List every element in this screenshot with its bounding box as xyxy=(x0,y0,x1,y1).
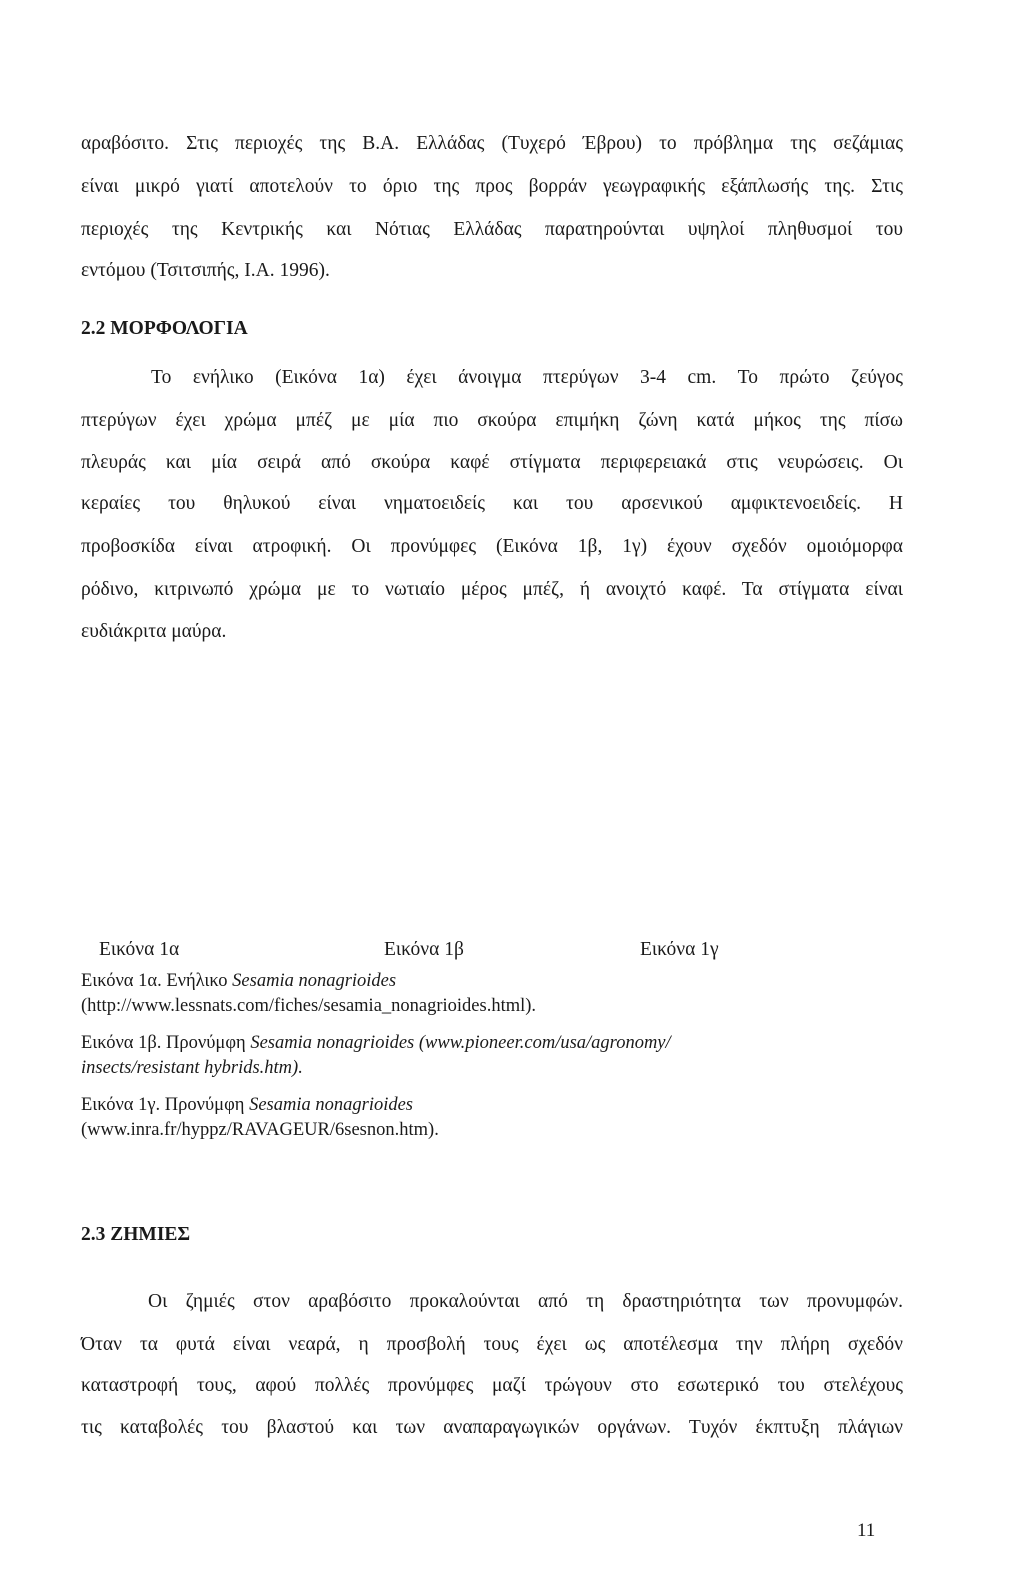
intro-line-2: είναι μικρό γιατί αποτελούν το όριο της προς βορράν γεωγραφικής εξάπλωσής της. Στις xyxy=(81,176,903,197)
caption-1b-species-source: Sesamia nonagrioides (www.pioneer.com/usa/agronomy/ xyxy=(250,1033,671,1053)
morphology-line-2: πτερύγων έχει χρώμα μπέζ με μία πιο σκούρα επιμήκη ζώνη κατά μήκος της πίσω xyxy=(81,410,903,431)
caption-1b-source-text: insects/resistant hybrids.htm). xyxy=(81,1058,303,1078)
caption-1c xyxy=(81,1093,413,1117)
morphology-line-3: πλευράς και μία σειρά από σκούρα καφέ στίγματα περιφερειακά στις νευρώσεις. Οι xyxy=(81,452,903,473)
caption-1c-source: (www.inra.fr/hyppz/RAVAGEUR/6sesnon.htm). xyxy=(81,1120,439,1140)
page-number: 11 xyxy=(857,1520,876,1541)
morphology-line-4: κεραίες του θηλυκού είναι νηματοειδείς και του αρσενικού αμφικτενοειδείς. Η xyxy=(81,493,903,514)
morphology-line-1: Το ενήλικο (Εικόνα 1α) έχει άνοιγμα πτερύγων 3-4 cm. Το πρώτο ζεύγος xyxy=(151,367,903,388)
figure-label-1b: Εικόνα 1β xyxy=(384,939,464,960)
caption-1a xyxy=(81,969,396,993)
damage-line-3: καταστροφή τους, αφού πολλές προνύμφες μαζί τρώγουν στο εσωτερικό του στελέχους xyxy=(81,1375,903,1396)
figure-label-1a: Εικόνα 1α xyxy=(99,939,180,960)
section-heading-damage: 2.3 ΖΗΜΙΕΣ xyxy=(81,1224,191,1245)
caption-1b xyxy=(81,1031,671,1055)
intro-line-4: εντόμου (Τσιτσιπής, Ι.Α. 1996). xyxy=(81,260,330,281)
damage-line-4: τις καταβολές του βλαστού και των αναπαραγωγικών οργάνων. Τυχόν έκπτυξη πλάγιων xyxy=(81,1417,903,1438)
damage-line-1: Οι ζημιές στον αραβόσιτο προκαλούνται από τη δραστηριότητα των προνυμφών. xyxy=(148,1291,903,1312)
caption-1b-prefix: Εικόνα 1β. Προνύμφη xyxy=(81,1033,251,1053)
intro-line-1: αραβόσιτο. Στις περιοχές της Β.Α. Ελλάδας (Τυχερό Έβρου) το πρόβλημα της σεζάμιας xyxy=(81,133,903,154)
section-heading-morphology: 2.2 ΜΟΡΦΟΛΟΓΙΑ xyxy=(81,318,248,339)
intro-line-3: περιοχές της Κεντρικής και Νότιας Ελλάδας παρατηρούνται υψηλοί πληθυσμοί του xyxy=(81,219,903,240)
caption-1b-source xyxy=(81,1056,303,1080)
caption-1c-prefix: Εικόνα 1γ. Προνύμφη xyxy=(81,1095,250,1115)
figure-label-1c: Εικόνα 1γ xyxy=(640,939,719,960)
damage-line-2: Όταν τα φυτά είναι νεαρά, η προσβολή τους έχει ως αποτέλεσμα την πλήρη σχεδόν xyxy=(81,1334,903,1355)
caption-1a-source: (http://www.lessnats.com/fiches/sesamia_nonagrioides.html). xyxy=(81,996,537,1016)
caption-1c-species: Sesamia nonagrioides xyxy=(249,1095,414,1115)
morphology-line-6: ρόδινο, κιτρινωπό χρώμα με το νωτιαίο μέρος μπέζ, ή ανοιχτό καφέ. Τα στίγματα είναι xyxy=(81,579,903,600)
morphology-line-5: προβοσκίδα είναι ατροφική. Οι προνύμφες (Εικόνα 1β, 1γ) έχουν σχεδόν ομοιόμορφα xyxy=(81,536,903,557)
morphology-line-7: ευδιάκριτα μαύρα. xyxy=(81,621,227,642)
caption-1a-prefix: Εικόνα 1α. Ενήλικο xyxy=(81,971,233,991)
caption-1a-species: Sesamia nonagrioides xyxy=(232,971,397,991)
